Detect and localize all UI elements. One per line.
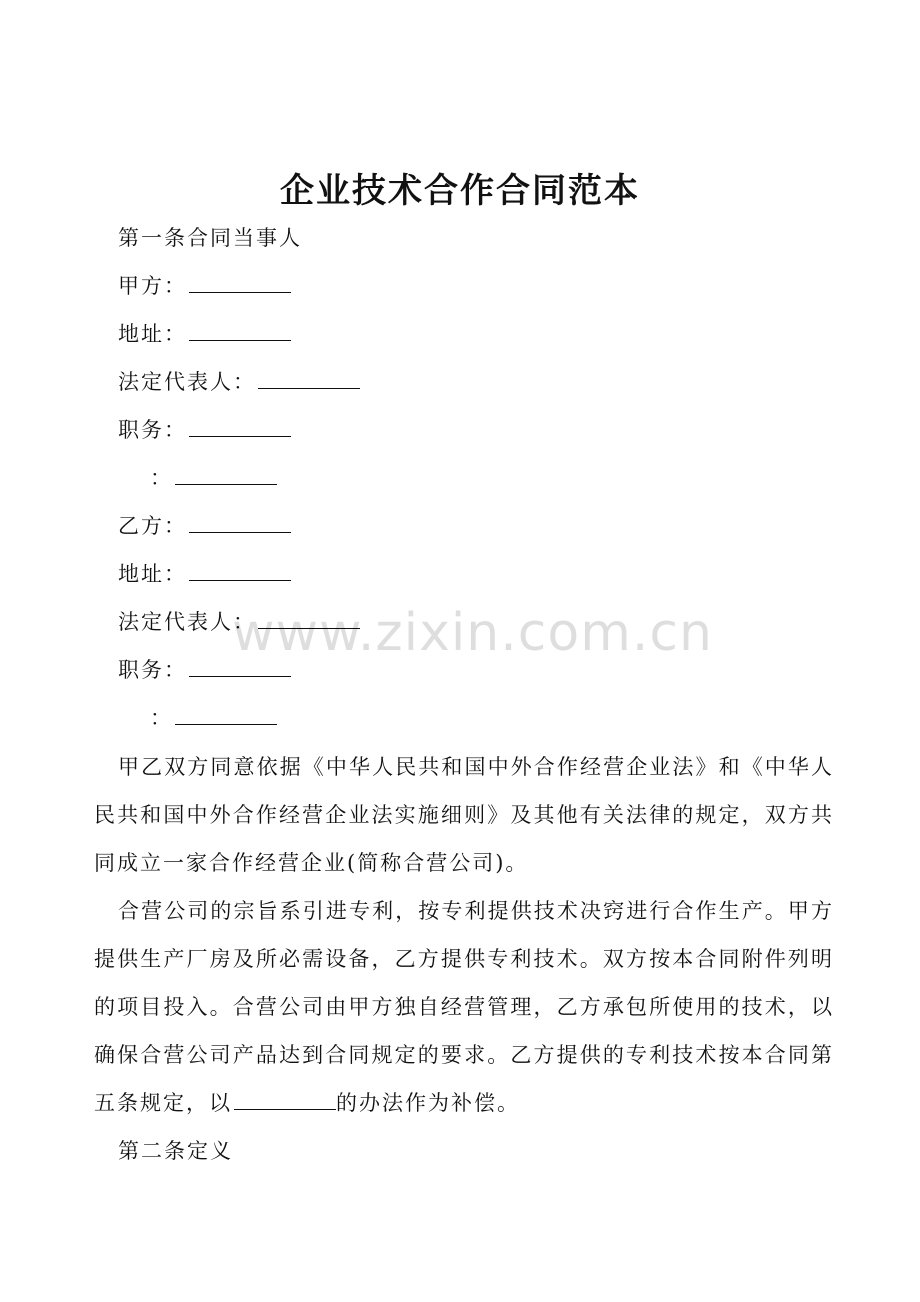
party-a-legal-rep-label: 法定代表人： (118, 370, 256, 394)
party-b-position-label: 职务： (118, 658, 187, 682)
party-b-position-line (118, 656, 291, 684)
party-b-legal-rep-line (118, 608, 360, 636)
party-a-blank (189, 272, 291, 293)
party-b-extra-label: ： (150, 706, 173, 730)
party-b-address-line (118, 560, 291, 588)
party-b-extra-blank (175, 704, 277, 725)
party-b-legal-rep-blank (258, 608, 360, 629)
party-a-extra-label: ： (150, 466, 173, 490)
party-b-position-blank (189, 656, 291, 677)
party-b-address-label: 地址： (118, 562, 187, 586)
compensation-method-blank (234, 1089, 336, 1110)
party-a-position-label: 职务： (118, 418, 187, 442)
party-a-address-line (118, 320, 291, 348)
paragraph-purpose-tail: 的办法作为补偿。 (336, 1091, 520, 1115)
party-a-address-label: 地址： (118, 322, 187, 346)
party-b-blank (189, 512, 291, 533)
party-b-label: 乙方： (118, 514, 187, 538)
party-a-label: 甲方： (118, 274, 187, 298)
paragraph-purpose (94, 887, 834, 1127)
party-b-line (118, 512, 291, 540)
party-a-legal-rep-line (118, 368, 360, 396)
party-a-line (118, 272, 291, 300)
paragraph-legal-basis: 甲乙双方同意依据《中华人民共和国中外合作经营企业法》和《中华人民共和国中外合作经营企业法实施细则》及其他有关法律的规定，双方共同成立一家合作经营企业(简称合营公司)。 (94, 755, 834, 875)
party-b-legal-rep-label: 法定代表人： (118, 610, 256, 634)
party-a-extra-line (150, 464, 277, 492)
party-a-position-blank (189, 416, 291, 437)
watermark: www.zixin.com.cn (232, 603, 713, 663)
party-a-address-blank (189, 320, 291, 341)
article2-heading: 第二条定义 (118, 1139, 233, 1163)
party-a-legal-rep-blank (258, 368, 360, 389)
party-a-extra-blank (175, 464, 277, 485)
paragraph-purpose-text: 合营公司的宗旨系引进专利，按专利提供技术决窍进行合作生产。甲方提供生产厂房及所必需设备，乙方提供专利技术。双方按本合同附件列明的项目投入。合营公司由甲方独自经营管理，乙方承包所使用的技术，以确保合营公司产品达到合同规定的要求。乙方提供的专利技术按本合同第五条规定，以 (94, 899, 834, 1115)
party-b-extra-line (150, 704, 277, 732)
party-a-position-line (118, 416, 291, 444)
document-title: 企业技术合作合同范本 (280, 171, 640, 211)
party-b-address-blank (189, 560, 291, 581)
article1-heading: 第一条合同当事人 (118, 226, 302, 250)
